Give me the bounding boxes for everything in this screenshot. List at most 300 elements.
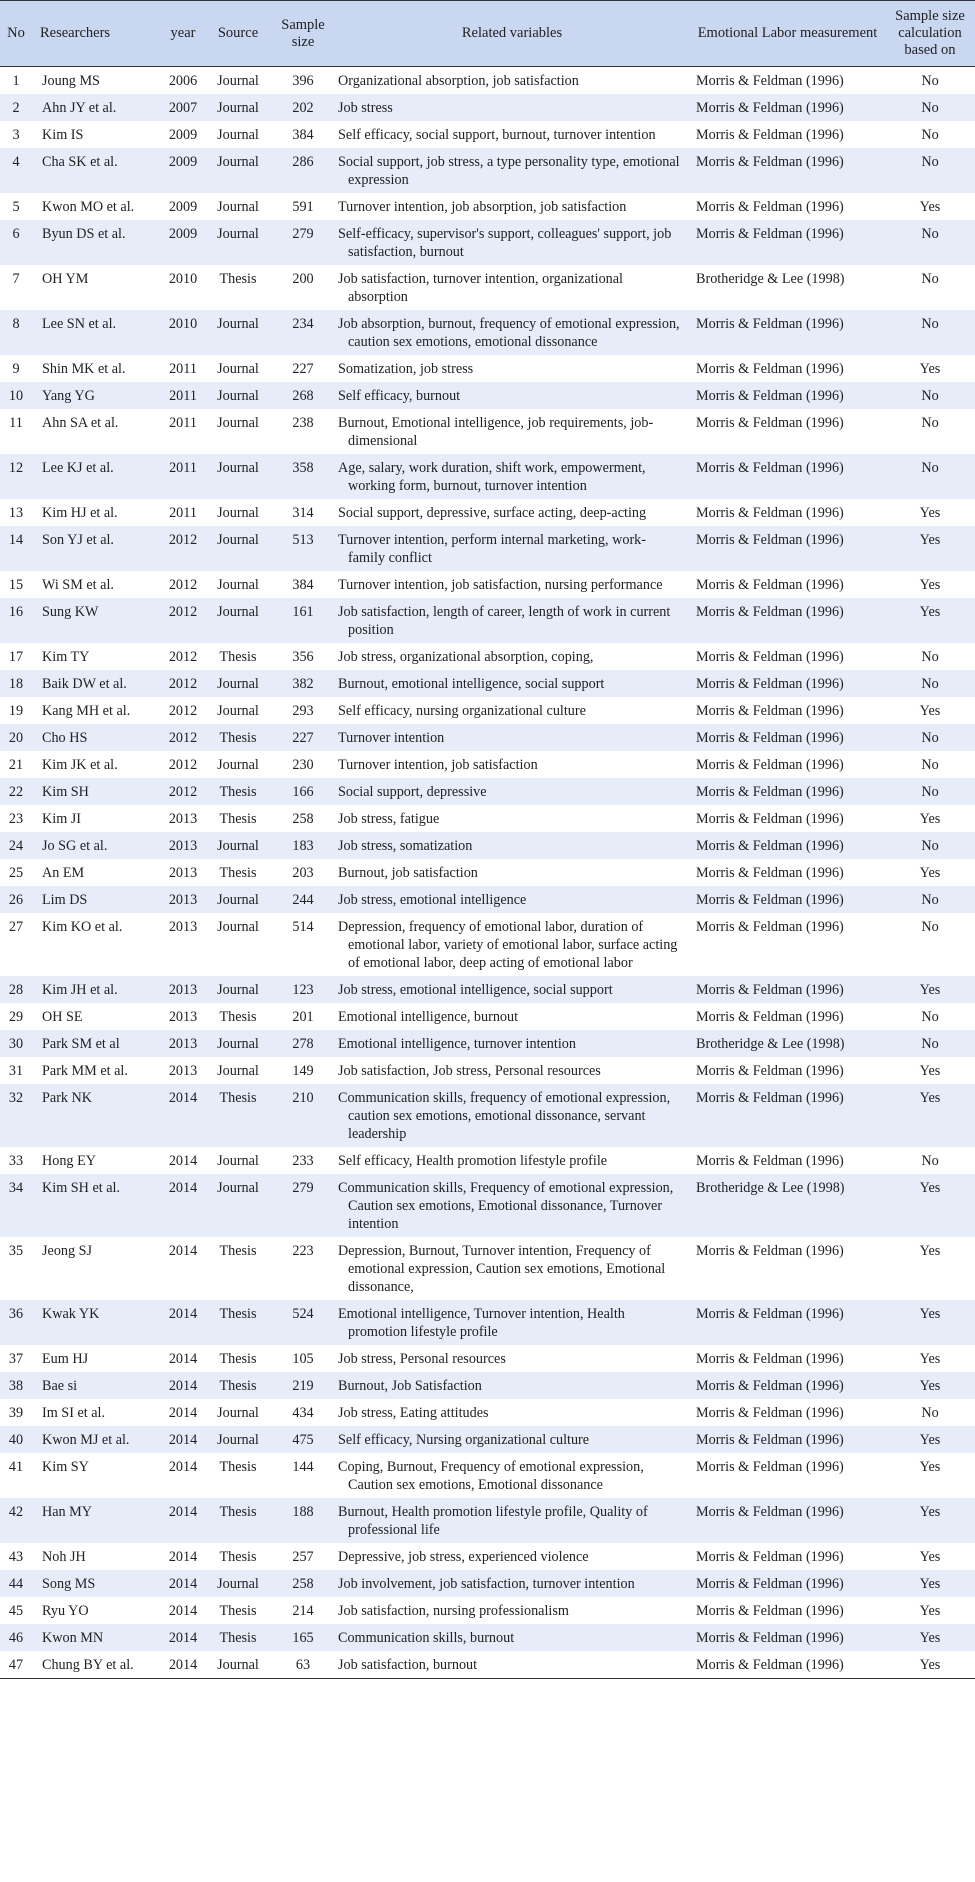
cell-researchers: Kim SY	[42, 1459, 89, 1475]
cell-sample-size: 183	[292, 838, 314, 854]
cell-related-variables: Emotional intelligence, Turnover intention, Health promotion lifestyle profile	[338, 1306, 625, 1340]
cell-year: 2012	[168, 577, 198, 593]
cell-no: 33	[8, 1153, 24, 1169]
cell-related-variables: Burnout, Emotional intelligence, job requirements, job-dimensional	[338, 415, 654, 449]
cell-no: 5	[12, 199, 20, 215]
table-row	[0, 1084, 975, 1147]
cell-year: 2006	[168, 73, 198, 89]
table-row	[0, 148, 975, 193]
cell-researchers: Jo SG et al.	[42, 838, 108, 854]
table-row	[0, 1543, 975, 1570]
cell-sample-size: 384	[292, 127, 314, 143]
cell-source: Thesis	[219, 1549, 257, 1565]
cell-measurement: Morris & Feldman (1996)	[696, 703, 844, 719]
cell-source: Thesis	[219, 1630, 257, 1646]
table-row	[0, 670, 975, 697]
cell-no: 3	[12, 127, 20, 143]
cell-measurement: Morris & Feldman (1996)	[696, 415, 844, 431]
cell-measurement: Morris & Feldman (1996)	[696, 1378, 844, 1394]
cell-calc: No	[921, 730, 939, 746]
cell-year: 2013	[168, 1063, 198, 1079]
cell-sample-size: 257	[292, 1549, 314, 1565]
cell-related-variables: Job stress, emotional intelligence	[338, 892, 527, 908]
table-row	[0, 121, 975, 148]
table-row	[0, 1003, 975, 1030]
cell-source: Journal	[217, 1180, 259, 1196]
cell-related-variables: Coping, Burnout, Frequency of emotional expression, Caution sex emotions, Emotional dissonance	[338, 1459, 644, 1493]
header-source: Source	[217, 25, 259, 41]
cell-source: Journal	[217, 982, 259, 998]
cell-source: Thesis	[219, 1306, 257, 1322]
cell-measurement: Morris & Feldman (1996)	[696, 1576, 844, 1592]
cell-no: 27	[8, 919, 24, 935]
cell-sample-size: 279	[292, 1180, 314, 1196]
cell-measurement: Morris & Feldman (1996)	[696, 100, 844, 116]
cell-no: 2	[12, 100, 20, 116]
cell-measurement: Morris & Feldman (1996)	[696, 1090, 844, 1106]
cell-measurement: Morris & Feldman (1996)	[696, 577, 844, 593]
cell-researchers: Kwon MJ et al.	[42, 1432, 130, 1448]
cell-measurement: Brotheridge & Lee (1998)	[696, 271, 845, 287]
cell-related-variables: Job stress, fatigue	[338, 811, 440, 827]
header-row	[0, 1, 975, 67]
cell-researchers: Lee KJ et al.	[42, 460, 114, 476]
cell-year: 2014	[168, 1405, 198, 1421]
table-row	[0, 94, 975, 121]
cell-no: 40	[8, 1432, 24, 1448]
cell-measurement: Morris & Feldman (1996)	[696, 676, 844, 692]
cell-researchers: Kim JK et al.	[42, 757, 118, 773]
cell-source: Journal	[217, 1432, 259, 1448]
cell-year: 2014	[168, 1630, 198, 1646]
table-row	[0, 697, 975, 724]
cell-researchers: Joung MS	[42, 73, 100, 89]
cell-researchers: Byun DS et al.	[42, 226, 126, 242]
cell-no: 46	[8, 1630, 24, 1646]
cell-researchers: Kim JI	[42, 811, 82, 827]
cell-sample-size: 278	[292, 1036, 314, 1052]
table-row	[0, 778, 975, 805]
cell-measurement: Morris & Feldman (1996)	[696, 811, 844, 827]
cell-sample-size: 219	[292, 1378, 314, 1394]
cell-researchers: OH SE	[42, 1009, 83, 1025]
cell-year: 2009	[168, 199, 198, 215]
cell-calc: Yes	[919, 532, 941, 548]
cell-year: 2009	[168, 127, 198, 143]
cell-calc: No	[921, 154, 939, 170]
cell-calc: No	[921, 415, 939, 431]
cell-no: 45	[8, 1603, 24, 1619]
cell-sample-size: 358	[292, 460, 314, 476]
cell-year: 2013	[168, 1036, 198, 1052]
cell-source: Journal	[217, 1063, 259, 1079]
table-row	[0, 1399, 975, 1426]
cell-calc: Yes	[919, 1630, 941, 1646]
cell-source: Thesis	[219, 865, 257, 881]
cell-related-variables: Emotional intelligence, burnout	[338, 1009, 519, 1025]
cell-source: Journal	[217, 100, 259, 116]
cell-no: 34	[8, 1180, 24, 1196]
cell-researchers: Kim SH	[42, 784, 89, 800]
cell-calc: Yes	[919, 811, 941, 827]
cell-sample-size: 165	[292, 1630, 314, 1646]
cell-no: 15	[8, 577, 24, 593]
cell-measurement: Morris & Feldman (1996)	[696, 1432, 844, 1448]
cell-no: 6	[12, 226, 20, 242]
cell-related-variables: Emotional intelligence, turnover intention	[338, 1036, 576, 1052]
cell-source: Journal	[217, 757, 259, 773]
cell-no: 25	[8, 865, 24, 881]
cell-no: 10	[8, 388, 24, 404]
cell-year: 2011	[169, 415, 197, 431]
cell-year: 2013	[168, 865, 198, 881]
cell-related-variables: Age, salary, work duration, shift work, empowerment, working form, burnout, turnover intention	[338, 460, 646, 494]
cell-source: Journal	[217, 127, 259, 143]
cell-sample-size: 223	[292, 1243, 314, 1259]
cell-source: Thesis	[219, 1351, 257, 1367]
cell-calc: Yes	[919, 1657, 941, 1673]
cell-calc: Yes	[919, 1603, 941, 1619]
cell-source: Journal	[217, 1036, 259, 1052]
cell-year: 2014	[168, 1576, 198, 1592]
cell-related-variables: Job stress, organizational absorption, coping,	[338, 649, 594, 665]
cell-related-variables: Turnover intention, job absorption, job satisfaction	[338, 199, 627, 215]
cell-calc: Yes	[919, 1459, 941, 1475]
cell-researchers: Kwon MO et al.	[42, 199, 135, 215]
cell-calc: No	[921, 73, 939, 89]
cell-researchers: Jeong SJ	[42, 1243, 93, 1259]
cell-measurement: Morris & Feldman (1996)	[696, 505, 844, 521]
cell-related-variables: Depression, frequency of emotional labor, duration of emotional labor, variety of emotional labor, surface acting of emotional labor, deep acting of emotional labor	[338, 919, 678, 971]
cell-source: Journal	[217, 361, 259, 377]
cell-no: 18	[8, 676, 24, 692]
cell-no: 22	[8, 784, 24, 800]
cell-measurement: Morris & Feldman (1996)	[696, 154, 844, 170]
header-related-variables: Related variables	[461, 25, 563, 41]
cell-source: Journal	[217, 1657, 259, 1673]
table-row	[0, 805, 975, 832]
table-row	[0, 193, 975, 220]
cell-calc: No	[921, 676, 939, 692]
cell-no: 36	[8, 1306, 24, 1322]
cell-year: 2012	[168, 676, 198, 692]
cell-researchers: Song MS	[42, 1576, 96, 1592]
cell-calc: Yes	[919, 1243, 941, 1259]
cell-related-variables: Burnout, Job Satisfaction	[338, 1378, 482, 1394]
cell-researchers: Kim IS	[42, 127, 84, 143]
cell-related-variables: Job stress, somatization	[338, 838, 473, 854]
cell-related-variables: Self efficacy, burnout	[338, 388, 461, 404]
cell-related-variables: Job satisfaction, nursing professionalism	[338, 1603, 569, 1619]
cell-researchers: Park NK	[42, 1090, 93, 1106]
cell-related-variables: Self-efficacy, supervisor's support, colleagues' support, job satisfaction, burnout	[338, 226, 672, 260]
cell-calc: Yes	[919, 1180, 941, 1196]
cell-sample-size: 293	[292, 703, 314, 719]
cell-measurement: Morris & Feldman (1996)	[696, 1459, 844, 1475]
cell-calc: Yes	[919, 577, 941, 593]
cell-related-variables: Self efficacy, Health promotion lifestyle profile	[338, 1153, 608, 1169]
cell-related-variables: Communication skills, burnout	[338, 1630, 515, 1646]
cell-year: 2009	[168, 226, 198, 242]
cell-no: 41	[8, 1459, 24, 1475]
cell-calc: Yes	[919, 199, 941, 215]
cell-sample-size: 200	[292, 271, 314, 287]
cell-no: 23	[8, 811, 24, 827]
cell-researchers: Kim SH et al.	[42, 1180, 121, 1196]
cell-sample-size: 279	[292, 226, 314, 242]
cell-measurement: Morris & Feldman (1996)	[696, 1630, 844, 1646]
cell-researchers: Lee SN et al.	[42, 316, 117, 332]
cell-researchers: Park MM et al.	[42, 1063, 128, 1079]
cell-related-variables: Social support, job stress, a type personality type, emotional expression	[338, 154, 680, 188]
cell-source: Thesis	[219, 811, 257, 827]
cell-researchers: Kwak YK	[42, 1306, 100, 1322]
cell-source: Thesis	[219, 1378, 257, 1394]
cell-researchers: Wi SM et al.	[42, 577, 114, 593]
cell-researchers: An EM	[42, 865, 85, 881]
table-row	[0, 1453, 975, 1498]
header-no: No	[7, 25, 25, 41]
cell-measurement: Morris & Feldman (1996)	[696, 604, 844, 620]
cell-source: Journal	[217, 199, 259, 215]
table-body	[0, 67, 975, 1679]
cell-calc: Yes	[919, 1504, 941, 1520]
table-row	[0, 499, 975, 526]
cell-no: 4	[12, 154, 20, 170]
cell-researchers: Kim KO et al.	[42, 919, 123, 935]
header-sample-size: Sample size	[281, 16, 325, 50]
table-row	[0, 598, 975, 643]
cell-calc: No	[921, 1009, 939, 1025]
cell-researchers: Kim JH et al.	[42, 982, 118, 998]
cell-measurement: Morris & Feldman (1996)	[696, 784, 844, 800]
cell-researchers: Cho HS	[42, 730, 88, 746]
cell-no: 20	[8, 730, 24, 746]
cell-year: 2013	[168, 1009, 198, 1025]
table-row	[0, 310, 975, 355]
cell-measurement: Morris & Feldman (1996)	[696, 199, 844, 215]
cell-sample-size: 227	[292, 730, 314, 746]
cell-related-variables: Job stress, emotional intelligence, social support	[338, 982, 613, 998]
cell-year: 2014	[168, 1153, 198, 1169]
cell-related-variables: Burnout, job satisfaction	[338, 865, 478, 881]
cell-sample-size: 314	[292, 505, 314, 521]
cell-sample-size: 166	[292, 784, 314, 800]
cell-source: Journal	[217, 226, 259, 242]
cell-related-variables: Job absorption, burnout, frequency of emotional expression, caution sex emotions, emotional dissonance	[338, 316, 680, 350]
cell-source: Thesis	[219, 1009, 257, 1025]
table-row	[0, 1057, 975, 1084]
cell-measurement: Morris & Feldman (1996)	[696, 460, 844, 476]
cell-year: 2014	[168, 1180, 198, 1196]
cell-year: 2011	[169, 388, 197, 404]
cell-measurement: Morris & Feldman (1996)	[696, 1405, 844, 1421]
table-row	[0, 265, 975, 310]
cell-no: 9	[12, 361, 20, 377]
cell-year: 2011	[169, 505, 197, 521]
header-calc: Sample size calculation based on	[895, 8, 965, 58]
cell-no: 47	[8, 1657, 24, 1673]
cell-calc: No	[921, 388, 939, 404]
cell-year: 2014	[168, 1432, 198, 1448]
cell-sample-size: 201	[292, 1009, 314, 1025]
cell-year: 2014	[168, 1504, 198, 1520]
cell-calc: No	[921, 460, 939, 476]
cell-measurement: Morris & Feldman (1996)	[696, 361, 844, 377]
cell-calc: Yes	[919, 1090, 941, 1106]
cell-measurement: Brotheridge & Lee (1998)	[696, 1036, 845, 1052]
table-row	[0, 832, 975, 859]
cell-measurement: Morris & Feldman (1996)	[696, 1549, 844, 1565]
cell-calc: No	[921, 226, 939, 242]
cell-source: Journal	[217, 676, 259, 692]
cell-researchers: Bae si	[42, 1378, 78, 1394]
table-row	[0, 571, 975, 598]
cell-related-variables: Turnover intention, perform internal marketing, work-family conflict	[338, 532, 646, 566]
cell-measurement: Morris & Feldman (1996)	[696, 865, 844, 881]
cell-sample-size: 149	[292, 1063, 314, 1079]
cell-calc: No	[921, 1153, 939, 1169]
cell-related-variables: Job stress, Eating attitudes	[338, 1405, 489, 1421]
cell-source: Thesis	[219, 1504, 257, 1520]
cell-source: Journal	[217, 460, 259, 476]
cell-measurement: Morris & Feldman (1996)	[696, 1243, 844, 1259]
cell-researchers: Ahn SA et al.	[42, 415, 119, 431]
cell-researchers: Chung BY et al.	[42, 1657, 134, 1673]
cell-sample-size: 475	[292, 1432, 314, 1448]
cell-researchers: Cha SK et al.	[42, 154, 118, 170]
table-row	[0, 1147, 975, 1174]
cell-measurement: Morris & Feldman (1996)	[696, 73, 844, 89]
cell-year: 2012	[168, 757, 198, 773]
cell-related-variables: Turnover intention	[338, 730, 445, 746]
table-row	[0, 1372, 975, 1399]
cell-related-variables: Burnout, Health promotion lifestyle profile, Quality of professional life	[338, 1504, 648, 1538]
cell-calc: Yes	[919, 604, 941, 620]
cell-calc: No	[921, 757, 939, 773]
cell-related-variables: Job satisfaction, turnover intention, organizational absorption	[338, 271, 623, 305]
cell-related-variables: Self efficacy, nursing organizational culture	[338, 703, 586, 719]
cell-sample-size: 514	[292, 919, 314, 935]
cell-source: Journal	[217, 505, 259, 521]
cell-year: 2013	[168, 838, 198, 854]
cell-researchers: Han MY	[42, 1504, 93, 1520]
cell-source: Thesis	[219, 1603, 257, 1619]
cell-source: Thesis	[219, 784, 257, 800]
cell-no: 13	[8, 505, 24, 521]
cell-sample-size: 123	[292, 982, 314, 998]
cell-year: 2009	[168, 154, 198, 170]
cell-source: Journal	[217, 1405, 259, 1421]
cell-calc: No	[921, 316, 939, 332]
table-row	[0, 976, 975, 1003]
cell-measurement: Morris & Feldman (1996)	[696, 649, 844, 665]
cell-sample-size: 227	[292, 361, 314, 377]
cell-source: Thesis	[219, 649, 257, 665]
cell-source: Thesis	[219, 730, 257, 746]
cell-source: Journal	[217, 604, 259, 620]
cell-calc: No	[921, 892, 939, 908]
cell-no: 29	[8, 1009, 24, 1025]
cell-calc: Yes	[919, 1378, 941, 1394]
cell-no: 30	[8, 1036, 24, 1052]
cell-source: Journal	[217, 415, 259, 431]
cell-calc: Yes	[919, 361, 941, 377]
cell-no: 28	[8, 982, 24, 998]
header-measurement: Emotional Labor measurement	[697, 25, 878, 41]
cell-source: Journal	[217, 919, 259, 935]
cell-sample-size: 63	[295, 1657, 311, 1673]
cell-measurement: Morris & Feldman (1996)	[696, 1603, 844, 1619]
cell-no: 43	[8, 1549, 24, 1565]
cell-researchers: Lim DS	[42, 892, 88, 908]
cell-measurement: Morris & Feldman (1996)	[696, 730, 844, 746]
cell-source: Journal	[217, 388, 259, 404]
cell-related-variables: Organizational absorption, job satisfaction	[338, 73, 579, 89]
cell-no: 7	[12, 271, 20, 287]
cell-year: 2014	[168, 1657, 198, 1673]
cell-no: 1	[12, 73, 20, 89]
cell-measurement: Morris & Feldman (1996)	[696, 1063, 844, 1079]
cell-related-variables: Communication skills, frequency of emotional expression, caution sex emotions, emotional dissonance, servant leadership	[338, 1090, 671, 1142]
cell-related-variables: Burnout, emotional intelligence, social support	[338, 676, 605, 692]
cell-related-variables: Job involvement, job satisfaction, turnover intention	[338, 1576, 635, 1592]
cell-year: 2012	[168, 784, 198, 800]
cell-source: Journal	[217, 73, 259, 89]
cell-related-variables: Depressive, job stress, experienced violence	[338, 1549, 589, 1565]
cell-year: 2014	[168, 1090, 198, 1106]
cell-source: Journal	[217, 532, 259, 548]
cell-no: 12	[8, 460, 24, 476]
cell-related-variables: Social support, depressive, surface acting, deep-acting	[338, 505, 647, 521]
cell-calc: Yes	[919, 1576, 941, 1592]
cell-calc: Yes	[919, 1063, 941, 1079]
cell-related-variables: Communication skills, Frequency of emotional expression, Caution sex emotions, Emotional dissonance, Turnover intention	[338, 1180, 674, 1232]
cell-sample-size: 434	[292, 1405, 314, 1421]
cell-sample-size: 244	[292, 892, 314, 908]
cell-measurement: Morris & Feldman (1996)	[696, 316, 844, 332]
table-row	[0, 1300, 975, 1345]
cell-year: 2014	[168, 1351, 198, 1367]
cell-year: 2007	[168, 100, 198, 116]
cell-measurement: Morris & Feldman (1996)	[696, 226, 844, 242]
table-row	[0, 1426, 975, 1453]
cell-measurement: Morris & Feldman (1996)	[696, 1657, 844, 1673]
cell-researchers: Eum HJ	[42, 1351, 89, 1367]
cell-sample-size: 203	[292, 865, 314, 881]
cell-year: 2012	[168, 730, 198, 746]
cell-measurement: Morris & Feldman (1996)	[696, 1504, 844, 1520]
cell-sample-size: 382	[292, 676, 314, 692]
cell-sample-size: 524	[292, 1306, 314, 1322]
cell-related-variables: Job satisfaction, length of career, length of work in current position	[338, 604, 671, 638]
cell-sample-size: 591	[292, 199, 314, 215]
cell-calc: Yes	[919, 1432, 941, 1448]
table-row	[0, 751, 975, 778]
cell-related-variables: Somatization, job stress	[338, 361, 474, 377]
cell-measurement: Morris & Feldman (1996)	[696, 1009, 844, 1025]
cell-researchers: Park SM et al	[42, 1036, 120, 1052]
cell-related-variables: Job satisfaction, Job stress, Personal resources	[338, 1063, 601, 1079]
table-row	[0, 1651, 975, 1679]
cell-year: 2010	[168, 316, 198, 332]
cell-year: 2014	[168, 1603, 198, 1619]
cell-sample-size: 210	[292, 1090, 314, 1106]
cell-measurement: Morris & Feldman (1996)	[696, 757, 844, 773]
cell-no: 39	[8, 1405, 24, 1421]
cell-sample-size: 230	[292, 757, 314, 773]
cell-researchers: Kim HJ et al.	[42, 505, 118, 521]
